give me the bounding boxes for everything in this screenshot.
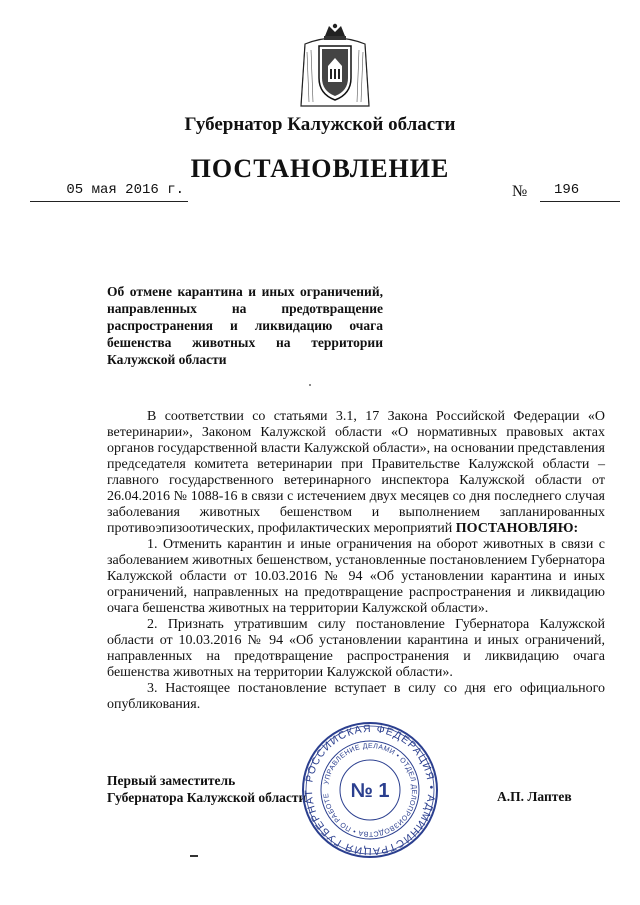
signer-name: А.П. Лаптев xyxy=(497,789,572,804)
resolve-word: ПОСТАНОВЛЯЮ: xyxy=(455,521,579,536)
document-number: 196 xyxy=(540,182,620,202)
document-date: 05 мая 2016 г. xyxy=(30,182,188,202)
signer-position xyxy=(107,772,306,806)
subject-line: распространения и ликвидацию очага xyxy=(107,318,383,333)
resolution-item-3: 3. Настоящее постановление вступает в силу со дня его официального опубликования. xyxy=(107,681,605,712)
scan-mark xyxy=(190,855,198,857)
document-subject xyxy=(107,283,383,368)
government-title: Губернатор Калужской области xyxy=(184,114,456,135)
resolution-item-1: 1. Отменить карантин и иные ограничения на оборот животных в связи с заболеванием животных бешенством, установленные постановлением Губернатора Калужской области от 10.03.2016 № 94 «Об установлении карантина и иных ограничений, направленных на предотвращение распространения и ликвидацию очага бешенства животных на территории Калужской области». xyxy=(107,537,605,616)
svg-text:№ 1: № 1 xyxy=(350,780,390,802)
number-sign: № xyxy=(512,183,528,200)
scan-speck xyxy=(309,384,311,386)
signer-position-line-2: Губернатора Калужской области xyxy=(107,790,307,805)
official-stamp xyxy=(300,720,440,860)
preamble-paragraph xyxy=(107,409,605,537)
coat-of-arms-icon xyxy=(299,22,371,110)
document-type-title: ПОСТАНОВЛЕНИЕ xyxy=(190,154,450,183)
svg-text:УПРАВЛЕНИЕ ДЕЛАМИ • ОТДЕЛ ДЕЛО: УПРАВЛЕНИЕ ДЕЛАМИ • ОТДЕЛ ДЕЛОПРОИЗВОДСТВА • ПО РАБОТЕ xyxy=(323,742,418,838)
subject-line: Об отмене карантина и иных ограничений, xyxy=(107,284,383,299)
resolution-item-2: 2. Признать утратившим силу постановление Губернатора Калужской области от 10.03.2016 № 94 «Об установлении карантина и иных ограничений, направленных на предотвращение распространения и ликвидацию очага бешенства животных на территории Калужской области». xyxy=(107,617,605,680)
subject-line: бешенства животных на территории xyxy=(107,335,383,350)
preamble-text: В соответствии со статьями 3.1, 17 Закона Российской Федерации «О ветеринарии», Законом Калужской области «О нормативных правовых актах органов государственной власти Калужской области», на основании представления председателя комитета ветеринарии при Правительстве Калужской области – главного государственного ветеринарного инспектора Калужской области от 26.04.2016 № 1088-16 в связи с истечением двух месяцев со дня последнего случая заболевания животных бешенством и выполнением запланированных противоэпизоотических, профилактических мероприятий xyxy=(107,409,605,536)
document-body xyxy=(107,409,605,713)
subject-line: направленных на предотвращение xyxy=(107,301,383,316)
signer-position-line-1: Первый заместитель xyxy=(107,773,236,788)
subject-line: Калужской области xyxy=(107,352,227,367)
svg-text:РОССИЙСКАЯ ФЕДЕРАЦИЯ • АДМИНИС: РОССИЙСКАЯ ФЕДЕРАЦИЯ • АДМИНИСТРАЦИЯ ГУБЕРНАТ xyxy=(302,722,438,858)
